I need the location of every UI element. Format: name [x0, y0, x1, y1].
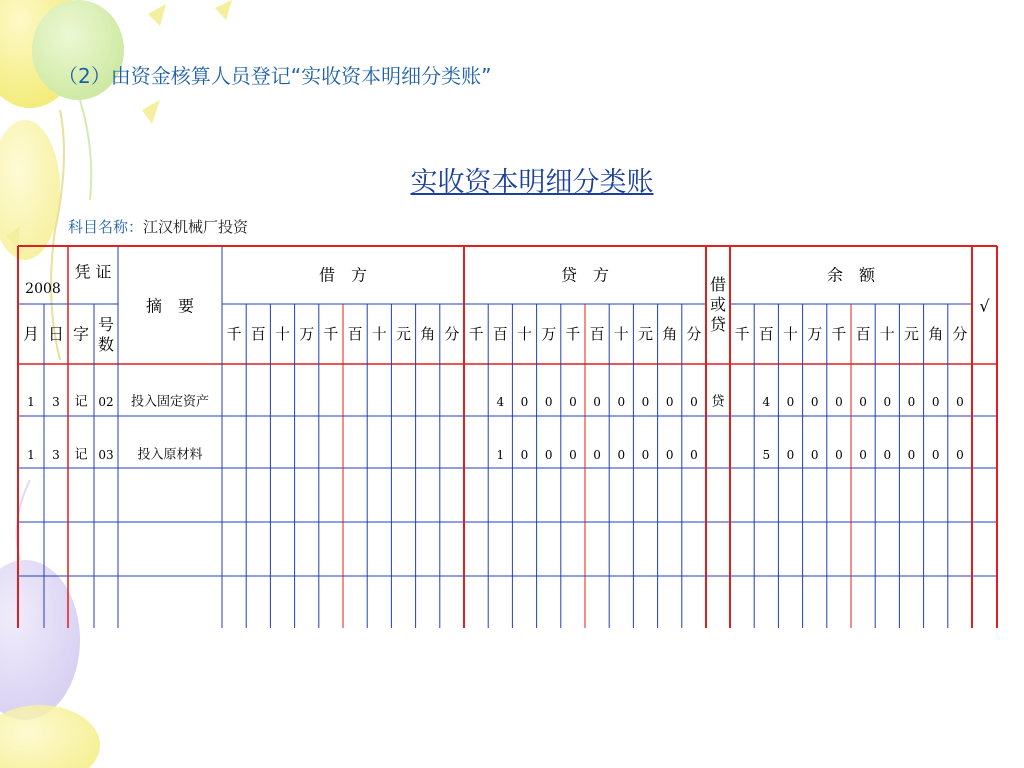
row-voucher-no: 03	[98, 448, 114, 462]
row-credit-digit: 0	[569, 448, 577, 462]
ledger-title: 实收资本明细分类账	[410, 167, 654, 198]
credit-unit-6: 十	[613, 325, 629, 343]
row-balance-digit: 0	[956, 395, 964, 409]
account-name-value: 江汉机械厂投资	[143, 218, 249, 236]
voucher-no-header: 号数	[97, 315, 115, 354]
row-balance-digit: 0	[931, 448, 940, 462]
direction-header: 借或贷	[709, 275, 727, 334]
row-month: 1	[27, 395, 35, 409]
row-credit-digit: 1	[496, 448, 505, 462]
row-credit-digit: 0	[665, 395, 674, 409]
credit-unit-9: 分	[686, 325, 702, 343]
voucher-type-header: 字	[72, 324, 90, 344]
debit-unit-2: 十	[274, 325, 291, 343]
debit-unit-1: 百	[250, 325, 266, 343]
row-balance-digit: 0	[835, 448, 843, 462]
row-credit-digit: 4	[496, 395, 505, 409]
row-credit-digit: 0	[544, 448, 553, 462]
row-balance-digit: 0	[907, 395, 916, 409]
row-credit-digit: 0	[690, 395, 698, 409]
check-header: √	[979, 296, 990, 316]
row-balance-digit: 0	[786, 448, 795, 462]
credit-unit-0: 千	[468, 325, 484, 343]
credit-unit-2: 十	[516, 325, 533, 343]
credit-unit-4: 千	[565, 325, 581, 343]
debit-unit-6: 十	[371, 325, 387, 343]
balance-unit-9: 分	[952, 325, 968, 343]
balance-unit-2: 十	[782, 325, 799, 343]
credit-unit-3: 万	[541, 325, 557, 343]
balance-unit-3: 万	[807, 325, 823, 343]
debit-unit-9: 分	[444, 325, 460, 343]
page-heading: （2）由资金核算人员登记“实收资本明细分类账”	[58, 64, 492, 88]
credit-unit-1: 百	[492, 325, 508, 343]
row-balance-digit: 4	[762, 395, 771, 409]
debit-unit-0: 千	[226, 325, 242, 343]
row-credit-digit: 0	[617, 448, 626, 462]
summary-header: 摘 要	[145, 296, 195, 316]
debit-unit-3: 万	[299, 325, 315, 343]
row-credit-digit: 0	[641, 395, 650, 409]
balance-header: 余 额	[826, 265, 876, 285]
row-voucher-type: 记	[74, 447, 88, 463]
balance-unit-0: 千	[734, 325, 750, 343]
day-header: 日	[47, 324, 65, 344]
row-credit-digit: 0	[520, 395, 529, 409]
row-balance-digit: 0	[810, 395, 819, 409]
row-day: 3	[52, 395, 60, 409]
row-voucher-no: 02	[98, 395, 114, 409]
debit-unit-7: 元	[395, 325, 412, 343]
row-summary: 投入固定资产	[130, 394, 210, 410]
credit-unit-8: 角	[662, 325, 678, 343]
year-header: 2008	[25, 281, 61, 297]
month-header: 月	[22, 324, 40, 344]
row-summary: 投入原材料	[137, 447, 203, 463]
row-balance-digit: 0	[931, 395, 940, 409]
debit-header: 借 方	[318, 265, 368, 285]
credit-unit-7: 元	[637, 325, 654, 343]
row-balance-digit: 0	[956, 448, 964, 462]
row-balance-digit: 0	[883, 448, 892, 462]
row-credit-digit: 0	[544, 395, 553, 409]
debit-unit-8: 角	[420, 325, 436, 343]
account-name-label: 科目名称：	[68, 218, 144, 236]
balance-unit-8: 角	[928, 325, 944, 343]
row-credit-digit: 0	[617, 395, 626, 409]
balance-unit-1: 百	[758, 325, 774, 343]
row-balance-digit: 0	[859, 395, 867, 409]
row-credit-digit: 0	[569, 395, 577, 409]
row-day: 3	[52, 448, 60, 462]
row-credit-digit: 0	[641, 448, 650, 462]
credit-header: 贷 方	[560, 265, 610, 285]
balance-unit-7: 元	[903, 325, 920, 343]
row-credit-digit: 0	[593, 395, 601, 409]
row-credit-digit: 0	[593, 448, 601, 462]
balance-unit-5: 百	[855, 325, 871, 343]
credit-unit-5: 百	[589, 325, 605, 343]
row-balance-digit: 0	[907, 448, 916, 462]
row-balance-digit: 0	[859, 448, 867, 462]
row-balance-digit: 0	[883, 395, 892, 409]
balance-unit-6: 十	[879, 325, 895, 343]
debit-unit-5: 百	[347, 325, 363, 343]
row-credit-digit: 0	[665, 448, 674, 462]
row-balance-digit: 0	[810, 448, 819, 462]
row-credit-digit: 0	[690, 448, 698, 462]
row-voucher-type: 记	[74, 394, 88, 410]
voucher-header: 凭 证	[74, 262, 112, 282]
row-month: 1	[27, 448, 35, 462]
debit-unit-4: 千	[323, 325, 339, 343]
row-credit-digit: 0	[520, 448, 529, 462]
row-balance-digit: 0	[835, 395, 843, 409]
row-direction: 贷	[711, 394, 725, 410]
balance-unit-4: 千	[831, 325, 847, 343]
row-balance-digit: 5	[762, 448, 771, 462]
row-balance-digit: 0	[786, 395, 795, 409]
